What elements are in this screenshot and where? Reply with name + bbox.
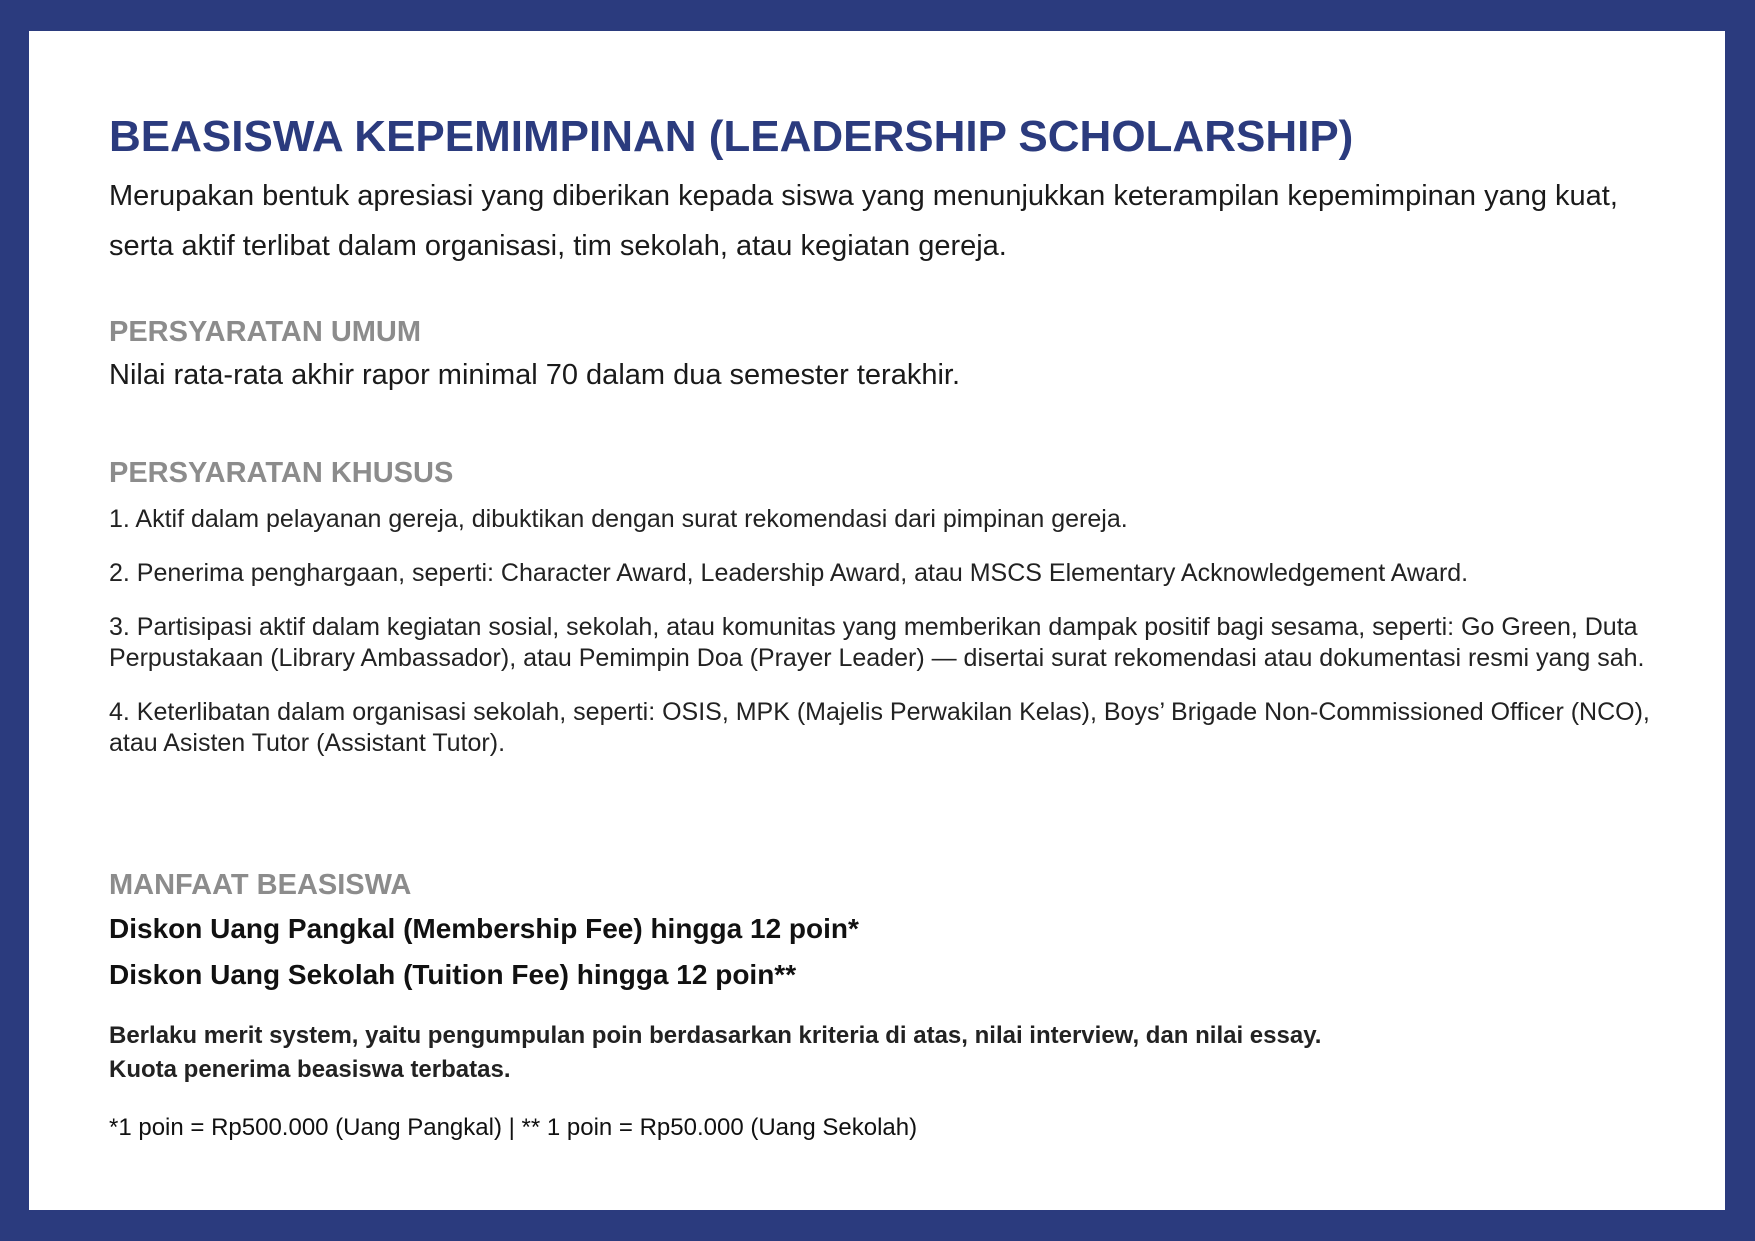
general-requirements-heading: PERSYARATAN UMUM [109,316,422,348]
page-title: BEASISWA KEPEMIMPINAN (LEADERSHIP SCHOLARSHIP) [109,112,1354,161]
benefit-tuition-fee: Diskon Uang Sekolah (Tuition Fee) hingga 12 poin** [109,959,797,990]
special-requirements-heading: PERSYARATAN KHUSUS [109,457,454,489]
points-footnote: *1 poin = Rp500.000 (Uang Pangkal) | ** 1 poin = Rp50.000 (Uang Sekolah) [109,1114,918,1141]
list-item: 3. Partisipasi aktif dalam kegiatan sosial, sekolah, atau komunitas yang memberikan dampak positif bagi sesama, seperti: Go Green, Duta Perpustakaan (Library Ambassador), atau Pemimpin Doa (Prayer Leader) — disertai surat rekomendasi atau dokumentasi resmi yang sah. [109,613,1645,672]
list-item: 1. Aktif dalam pelayanan gereja, dibuktikan dengan surat rekomendasi dari pimpinan gereja. [109,505,1128,533]
scholarship-card [29,31,1725,1210]
list-item: 4. Keterlibatan dalam organisasi sekolah, seperti: OSIS, MPK (Majelis Perwakilan Kelas), Boys’ Brigade Non-Commissioned Officer (NCO), atau Asisten Tutor (Assistant Tutor). [109,698,1650,757]
general-requirements-text: Nilai rata-rata akhir rapor minimal 70 dalam dua semester terakhir. [109,359,961,391]
benefit-membership-fee: Diskon Uang Pangkal (Membership Fee) hingga 12 poin* [109,913,859,944]
quota-note: Kuota penerima beasiswa terbatas. [109,1056,511,1083]
intro-paragraph: Merupakan bentuk apresiasi yang diberikan kepada siswa yang menunjukkan keterampilan kepemimpinan yang kuat, serta aktif terlibat dalam organisasi, tim sekolah, atau kegiatan gereja. [109,180,1618,262]
merit-system-note: Berlaku merit system, yaitu pengumpulan poin berdasarkan kriteria di atas, nilai interview, dan nilai essay. [109,1022,1322,1049]
special-requirements-list [109,504,1669,782]
benefits-heading: MANFAAT BEASISWA [109,869,412,901]
list-item: 2. Penerima penghargaan, seperti: Character Award, Leadership Award, atau MSCS Elementary Acknowledgement Award. [109,559,1469,587]
